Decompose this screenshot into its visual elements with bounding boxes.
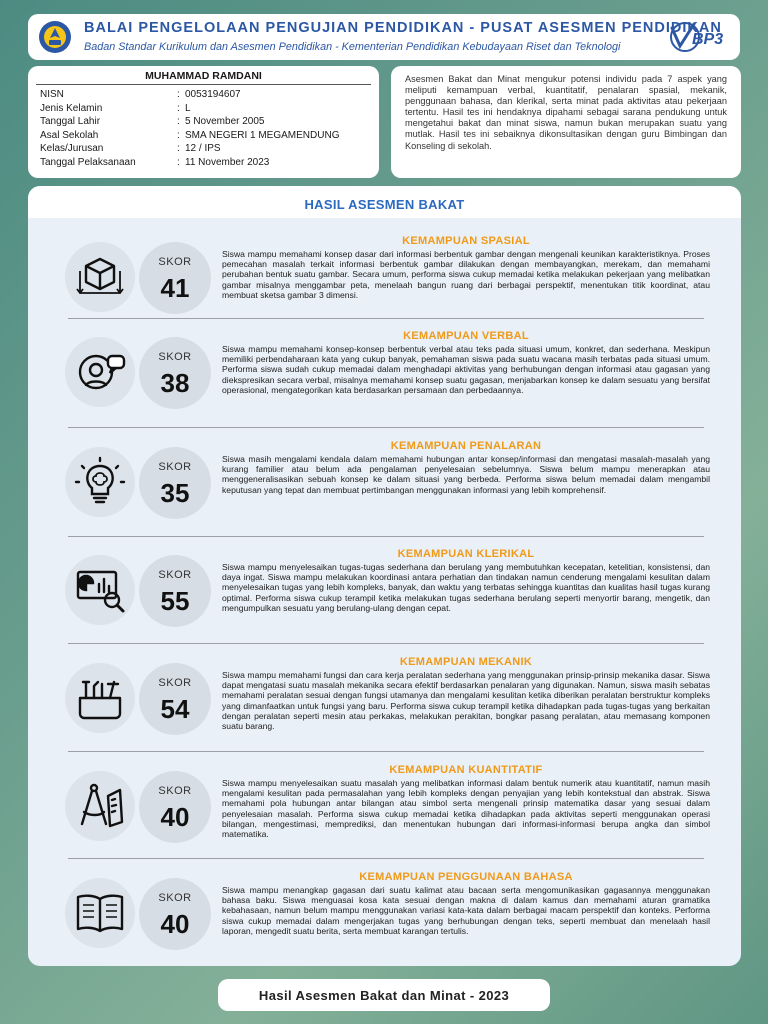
section-title: KEMAMPUAN SPASIAL <box>402 235 530 247</box>
section-kuantitatif <box>28 761 741 869</box>
section-klerikal <box>28 545 741 653</box>
section-divider <box>68 643 704 644</box>
open-book-icon <box>72 885 128 941</box>
score-label: SKOR <box>158 677 192 689</box>
identity-separator: : <box>177 129 180 141</box>
identity-divider <box>36 84 371 85</box>
section-title: KEMAMPUAN KLERIKAL <box>397 548 535 560</box>
identity-rows <box>40 88 339 169</box>
identity-row-school <box>40 129 339 143</box>
score-value: 35 <box>160 478 190 508</box>
assessment-description-card <box>391 66 741 178</box>
lightbulb-brain-icon <box>72 454 128 510</box>
score-badge <box>139 771 211 843</box>
score-label: SKOR <box>158 351 192 363</box>
header-subtitle: Badan Standar Kurikulum dan Asesmen Pendidikan - Kementerian Pendidikan Kebudayaan Riset dan Teknologi <box>84 41 621 53</box>
icon-circle <box>65 555 135 625</box>
score-label: SKOR <box>158 569 192 581</box>
section-text: Siswa mampu memahami konsep-konsep berbentuk verbal atau teks pada situasi umum, konkret, dan sederhana. Meskipun memiliki perbendaharaan kata yang cukup banyak, pemahaman siswa pada suatu wacana masih terbatas pada situasi umum. Performa siswa sudah cukup memadai dalam menghadapi aktivitas yang berhubungan dengan informasi atau gagasan yang diekspresikan secara verbal, misalnya memahami konsep suatu gagasan, menjabarkan konsep ke dalam sesuatu yang bersifat operasional, mengategorikan kata berdasarkan persamaan dan perbedaannya. <box>222 344 710 395</box>
score-badge <box>139 242 211 314</box>
identity-value: SMA NEGERI 1 MEGAMENDUNG <box>185 129 340 141</box>
identity-label: NISN <box>40 89 64 100</box>
cube-3d-icon <box>72 249 128 305</box>
compass-ruler-icon <box>72 778 128 834</box>
score-value: 55 <box>160 586 190 616</box>
identity-value: 5 November 2005 <box>185 116 265 127</box>
section-divider <box>68 536 704 537</box>
section-divider <box>68 858 704 859</box>
identity-value: 11 November 2023 <box>185 156 270 168</box>
identity-label: Asal Sekolah <box>40 129 99 141</box>
icon-circle <box>65 242 135 312</box>
score-label: SKOR <box>158 461 192 473</box>
section-title: KEMAMPUAN VERBAL <box>403 330 529 342</box>
identity-value: L <box>185 102 191 114</box>
section-title: KEMAMPUAN PENALARAN <box>390 440 542 452</box>
identity-label: Kelas/Jurusan <box>40 143 104 154</box>
footer-banner <box>218 979 550 1011</box>
score-badge <box>139 447 211 519</box>
icon-circle <box>65 337 135 407</box>
section-title: KEMAMPUAN PENGGUNAAN BAHASA <box>359 871 573 883</box>
score-label: SKOR <box>158 892 192 904</box>
score-badge <box>139 337 211 409</box>
section-text: Siswa mampu memahami fungsi dan cara kerja peralatan sederhana yang menggunakan prinsip-prinsip mekanika dasar. Siswa dapat mengatasi suatu masalah mekanika secara efektif berdasarkan penalaran yang digunakan. Namun, siswa masih sebatas memahami peralatan sesuai dengan fungsi utamanya dan mengalami kesulitan ketika diberikan peralatan berstruktur kompleks yang dimanfaatkan untuk fungsi yang baru. Performa siswa cukup terampil ketika dihadapkan pada tugas-tugas yang berkaitan dengan peralatan seperti mesin atau perkakas, melakukan perakitan, bongkar pasang peralatan, atau memasang komponen suatu barang. <box>222 670 710 732</box>
identity-row-class <box>40 142 339 156</box>
results-panel <box>28 186 741 966</box>
bp3-logo-text: BP3 <box>692 31 724 48</box>
identity-label: Tanggal Pelaksanaan <box>40 156 136 168</box>
section-text: Siswa mampu menyelesaikan tugas-tugas sederhana dan berulang yang membutuhkan kecepatan, ketelitian, konsistensi, dan daya ingat. Siswa mampu melakukan koordinasi antara perhatian dan tindakan namun cenderung mengalami kesulitan dalam menyelesaikan tugas yang lebih kompleks, banyak, dan waktu yang terbatas sehingga kuantitas dan kualitas hasil tugas kurang optimal. Performa siswa cukup terampil ketika melakukan tugas sederhana berulang seperti menyortir barang, mengetik, dan mengumpulkan sesuatu yang berulang-ulang dengan cepat. <box>222 562 710 613</box>
identity-separator: : <box>177 116 180 127</box>
identity-label: Tanggal Lahir <box>40 116 101 127</box>
icon-circle <box>65 878 135 948</box>
score-label: SKOR <box>158 785 192 797</box>
identity-row-test-date <box>40 156 339 170</box>
section-title: KEMAMPUAN KUANTITATIF <box>389 764 543 776</box>
identity-label: Jenis Kelamin <box>40 102 103 114</box>
results-header <box>28 186 741 218</box>
identity-separator: : <box>177 143 180 154</box>
score-badge <box>139 878 211 950</box>
section-mekanik <box>28 653 741 761</box>
speaking-person-icon <box>72 344 128 400</box>
section-divider <box>68 427 704 428</box>
section-penalaran <box>28 437 741 545</box>
tut-wuri-handayani-logo-icon <box>38 20 72 54</box>
score-value: 40 <box>160 802 190 832</box>
section-spasial <box>28 232 741 340</box>
icon-circle <box>65 663 135 733</box>
score-label: SKOR <box>158 256 192 268</box>
section-divider <box>68 751 704 752</box>
results-title: HASIL ASESMEN BAKAT <box>304 197 465 212</box>
identity-separator: : <box>177 156 180 168</box>
section-divider <box>68 318 704 319</box>
footer-title: Hasil Asesmen Bakat dan Minat - 2023 <box>258 988 510 1003</box>
identity-row-nisn <box>40 88 339 102</box>
section-text: Siswa masih mengalami kendala dalam memahami hubungan antar konsep/informasi dan mengatasi masalah-masalah yang kurang familier atau belum ada pengalaman penyelesaian sebelumnya. Siswa belum mampu menerapkan atau menggeneralisasikan sebuah konsep ke dalam situasi yang berbeda. Performa siswa belum memadai dalam mengambil keputusan yang tepat dan membuat pertimbangan menggunakan informasi yang lebih komprehensif. <box>222 454 710 495</box>
identity-row-gender <box>40 102 339 116</box>
assessment-description: Asesmen Bakat dan Minat mengukur potensi individu pada 7 aspek yang meliputi kemampuan verbal, kuantitatif, penalaran spasial, mekanik, penggunaan bahasa, dan klerikal, serta minat pada aktivitas atau pekerjaan tertentu. Hasil tes ini hendaknya dipahami sebagai sarana pendukung untuk mengetahui bakat dan minat siswa, namun bukan merupakan suatu yang mutlak. Hasil tes ini sebaiknya dikonsultasikan dengan guru Bimbingan dan Konseling di sekolah. <box>405 74 727 151</box>
score-badge <box>139 555 211 627</box>
identity-separator: : <box>177 89 180 100</box>
score-value: 41 <box>160 273 190 303</box>
section-text: Siswa mampu menangkap gagasan dari suatu kalimat atau bacaan serta mengomunikasikan gagasannya menggunakan bahasa baku. Siswa menguasai kosa kata sesuai dengan makna di dalam kamus dan memahami aturan gramatika kebahasaan, namun belum mampu menggunakan variasi kata-kata dalam berbagai macam perspektif dan konteks. Performa siswa cukup memadai dalam mengerjakan tugas yang berhubungan dengan teks, seperti membuat dan menelaah hasil laporan, mengedit suatu berita, serta membuat karangan tertulis. <box>222 885 710 936</box>
identity-row-birthdate <box>40 115 339 129</box>
student-identity-card <box>28 66 379 178</box>
section-verbal <box>28 327 741 435</box>
score-value: 40 <box>160 909 190 939</box>
score-value: 54 <box>160 694 190 724</box>
chart-magnifier-icon <box>72 562 128 618</box>
identity-separator: : <box>177 102 180 114</box>
student-name: MUHAMMAD RAMDANI <box>145 70 262 82</box>
toolbox-icon <box>72 670 128 726</box>
identity-value: 12 / IPS <box>185 143 221 154</box>
section-title: KEMAMPUAN MEKANIK <box>399 656 533 668</box>
header-title: BALAI PENGELOLAAN PENGUJIAN PENDIDIKAN - PUSAT ASESMEN PENDIDIKAN <box>84 20 722 36</box>
icon-circle <box>65 771 135 841</box>
score-value: 38 <box>160 368 190 398</box>
identity-value: 0053194607 <box>185 89 241 100</box>
bp3-logo-icon <box>668 20 734 54</box>
section-text: Siswa mampu memahami konsep dasar dari informasi berbentuk gambar dengan mengenali keunikan karakteristiknya. Proses pemecahan masalah terkait informasi berbentuk gambar dilakukan dengan membayangkan, merekam, dan memahami perubahan bentuk suatu gambar. Secara umum, performa siswa cukup memadai ketika melakukan pekerjaan yang melibatkan gambar misalnya menggambar peta, menelaah bangun ruang dari berbagai perspektif, menentukan titik koordinat, atau membuat sketsa gambar 3 dimensi. <box>222 249 710 300</box>
icon-circle <box>65 447 135 517</box>
score-badge <box>139 663 211 735</box>
header-banner <box>28 14 740 60</box>
section-text: Siswa mampu menyelesaikan suatu masalah yang melibatkan informasi dalam bentuk numerik atau kuantitatif, namun masih mengalami kesulitan pada permasalahan yang lebih kompleks dengan penyajian yang lebih kontekstual dan abstrak. Siswa memahami pola hubungan antar bilangan atau simbol serta mengenali prinsip matematika dasar yang sesuai dalam penyelesaian masalah. Performa siswa cukup memadai ketika dihadapkan pada aktivitas seperti menggunakan operasi bilangan, mengestimasi, memprediksi, dan menentukan hubungan dari informasi-informasi berupa angka dan simbol matematika. <box>222 778 710 840</box>
section-penggunaan-bahasa <box>28 868 741 966</box>
